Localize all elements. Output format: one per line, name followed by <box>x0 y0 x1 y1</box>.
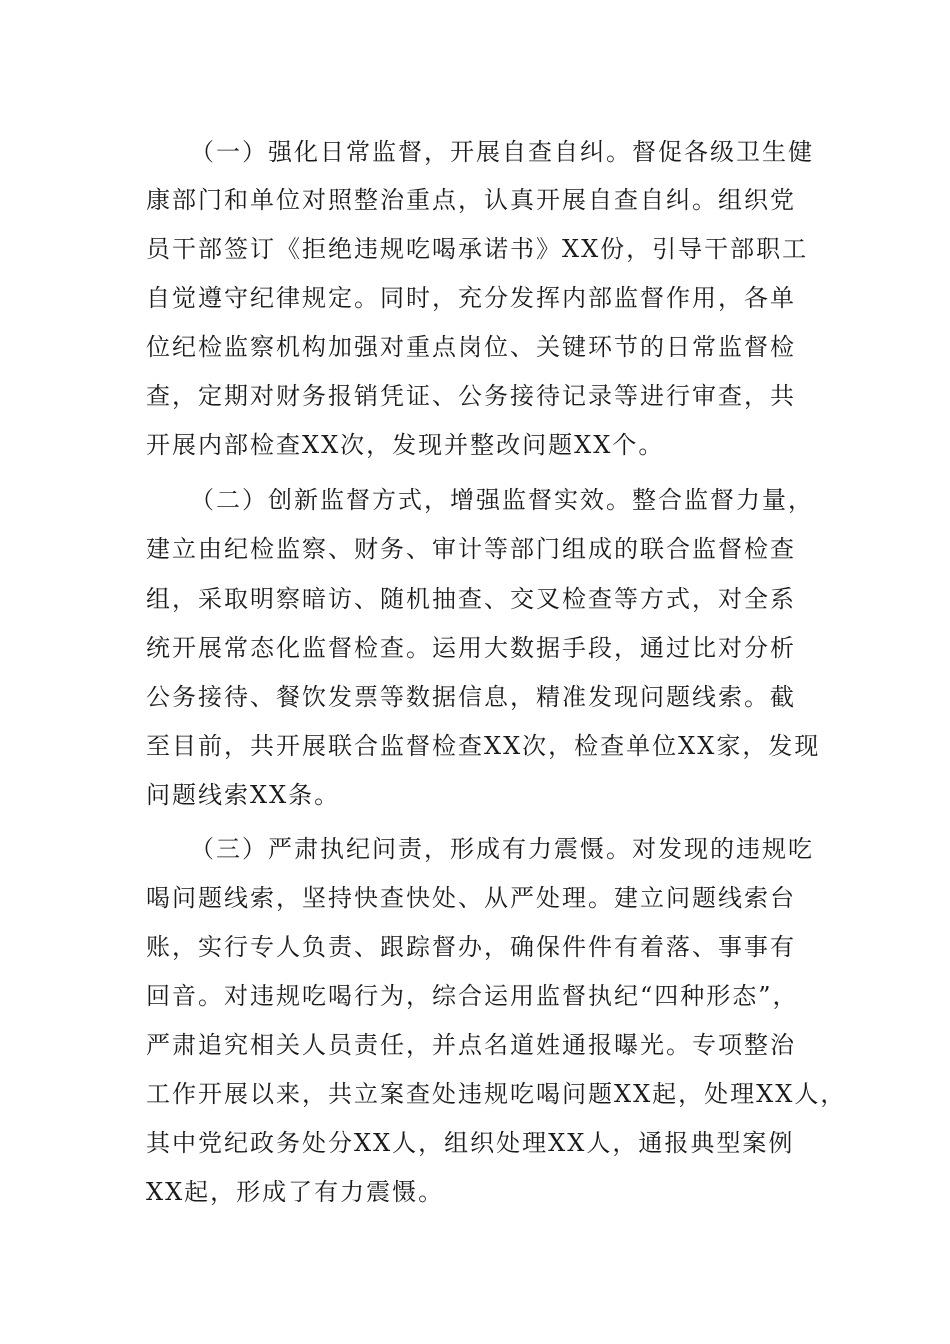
paragraph-line: 查，定期对财务报销凭证、公务接待记录等进行审查，共 <box>146 382 796 410</box>
paragraph-line: 建立由纪检监察、财务、审计等部门组成的联合监督检查 <box>146 535 796 563</box>
paragraph-line: （二）创新监督方式，增强监督实效。整合监督力量， <box>190 486 814 514</box>
paragraph-line: 康部门和单位对照整治重点，认真开展自查自纠。组织党 <box>146 186 796 214</box>
paragraph-line: 组，采取明察暗访、随机抽查、交叉检查等方式，对全系 <box>146 585 796 613</box>
paragraph-line: 自觉遵守纪律规定。同时，充分发挥内部监督作用，各单 <box>146 284 796 312</box>
paragraph-line: 工作开展以来，共立案查处违规吃喝问题XX起，处理XX人， <box>146 1080 847 1108</box>
paragraph-line: 开展内部检查XX次，发现并整改问题XX个。 <box>146 431 665 459</box>
paragraph-line: 严肃追究相关人员责任，并点名道姓通报曝光。专项整治 <box>146 1031 796 1059</box>
paragraph-line: 员干部签订《拒绝违规吃喝承诺书》XX份，引导干部职工 <box>146 235 809 263</box>
paragraph-line: 问题线索XX条。 <box>146 781 341 809</box>
paragraph-line: XX起，形成了有力震慑。 <box>146 1178 445 1206</box>
paragraph-line: 至目前，共开展联合监督检查XX次，检查单位XX家，发现 <box>146 732 821 760</box>
paragraph-line: 位纪检监察机构加强对重点岗位、关键环节的日常监督检 <box>146 333 796 361</box>
paragraph-line: （一）强化日常监督，开展自查自纠。督促各级卫生健 <box>190 138 814 166</box>
paragraph-line: 其中党纪政务处分XX人，组织处理XX人，通报典型案例 <box>146 1129 795 1157</box>
paragraph-line: 统开展常态化监督检查。运用大数据手段，通过比对分析 <box>146 634 796 662</box>
paragraph-line: 公务接待、餐饮发票等数据信息，精准发现问题线索。截 <box>146 683 796 711</box>
paragraph-line: （三）严肃执纪问责，形成有力震慑。对发现的违规吃 <box>190 835 814 863</box>
paragraph-line: 喝问题线索，坚持快查快处、从严处理。建立问题线索台 <box>146 884 796 912</box>
paragraph-line: 回音。对违规吃喝行为，综合运用监督执纪“四种形态”， <box>146 982 799 1010</box>
paragraph-line: 账，实行专人负责、跟踪督办，确保件件有着落、事事有 <box>146 933 796 961</box>
